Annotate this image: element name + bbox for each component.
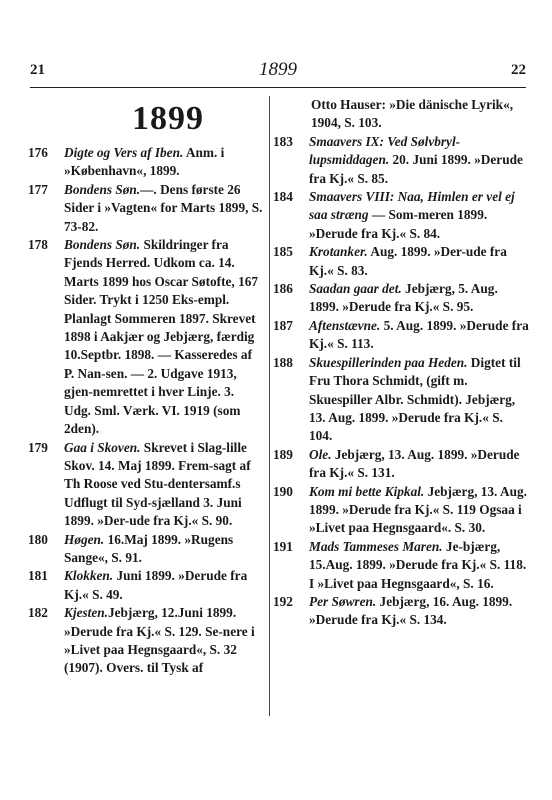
- entry-text: [309, 483, 529, 538]
- bibliography-entry: [28, 439, 264, 531]
- entry-description: Jebjærg, 5. Aug. 1899. »Derude fra Kj.« S. 95.: [309, 281, 498, 315]
- entry-title: Aftenstævne.: [309, 317, 381, 333]
- entry-description: Jebjærg, 16. Aug. 1899. »Derude fra Kj.« S. 134.: [309, 593, 513, 628]
- entry-description: Anm. i »København«, 1899.: [64, 145, 225, 179]
- bibliography-entry: [273, 593, 529, 630]
- bibliography-entry: [273, 446, 529, 483]
- entry-description: Je-bjærg, 15.Aug. 1899. »Derude fra Kj.« S. 118. I »Livet paa Hegnsgaard«, S. 16.: [309, 538, 527, 591]
- entry-number: 190: [273, 483, 293, 499]
- entry-title: Smaavers IX: Ved Sølvbryl-lupsmiddagen.: [309, 133, 461, 168]
- bibliography-entry: [28, 604, 264, 678]
- entry-title: Kjesten.: [64, 605, 108, 621]
- bibliography-entry: [273, 133, 529, 188]
- entry-text: [309, 354, 529, 446]
- entry-description: Jebjærg, 13. Aug. 1899. »Derude fra Kj.« S. 119 Ogsaa i »Livet paa Hegnsgaard«. S. 30.: [309, 483, 527, 536]
- entry-text: [64, 567, 264, 604]
- entry-description: 20. Juni 1899. »Derude fra Kj.« S. 85.: [309, 152, 523, 186]
- right-entry-list: [273, 133, 529, 630]
- column-divider: [269, 96, 270, 716]
- entry-title: Klokken.: [64, 568, 114, 584]
- entry-title: Per Søwren.: [309, 593, 377, 609]
- entry-title: Bondens Søn.: [64, 237, 141, 253]
- entry-description: Skildringer fra Fjends Herred. Udkom ca. 14. Marts 1899 hos Oscar Søtofte, 167 Sider. Trykt i 1250 Eks-empl. Planlagt Sommeren 1897. Skrevet 1898 i Aakjær og Jebjærg, færdig 10.Septbr. 1898. — Kasseredes af P. Nan-sen. — 2. Udgave 1913, gjen-nemrettet i hver Linje. 3. Udg. Sml. Værk. VI. 1919 (som 2den).: [64, 237, 259, 437]
- entry-number: 176: [28, 145, 48, 160]
- bibliography-entry: [28, 567, 264, 604]
- entry-text: [309, 538, 529, 593]
- entry-title: Krotanker.: [309, 244, 368, 260]
- year-heading: 1899: [132, 100, 204, 137]
- entry-title: Saadan gaar det.: [309, 281, 402, 297]
- entry-title: Skuespillerinden paa Heden.: [309, 354, 468, 370]
- entry-description: Juni 1899. »Derude fra Kj.« S. 49.: [64, 568, 248, 602]
- entry-number: 186: [273, 281, 293, 297]
- entry-description: 16.Maj 1899. »Rugens Sange«, S. 91.: [64, 531, 234, 565]
- left-page-number: 21: [30, 62, 45, 78]
- entry-text: [309, 593, 529, 630]
- bibliography-entry: [28, 144, 264, 181]
- entry-text: [64, 181, 264, 236]
- entry-number: 184: [273, 189, 293, 205]
- entry-description: Skrevet i Slag-lille Skov. 14. Maj 1899. Frem-sagt af Th Roose ved Stu-dentersamf.s Udflugt til Syd-sjælland 3. Juni 1899. »Der-ude fra Kj.« S. 90.: [64, 439, 251, 529]
- entry-number: 181: [28, 568, 48, 584]
- entry-description: —. Dens første 26 Sider i »Vagten« for Marts 1899, S. 73-82.: [64, 181, 263, 234]
- entry-text: [64, 439, 264, 531]
- left-entry-list: [28, 144, 264, 678]
- entry-number: 183: [273, 133, 293, 149]
- entry-number: 180: [28, 531, 48, 547]
- right-column: [273, 96, 529, 630]
- left-column: [28, 96, 264, 678]
- entry-text: [64, 531, 264, 568]
- bibliography-entry: [273, 483, 529, 538]
- entry-number: 192: [273, 593, 293, 609]
- entry-description: Digtet til Fru Thora Schmidt, (gift m. Skuespiller Albr. Schmidt). Jebjærg, 13. Aug. 1899. »Derude fra Kj.« S. 104.: [309, 354, 521, 444]
- bibliography-entry: [28, 236, 264, 438]
- entry-title: Smaavers VIII: Naa, Himlen er vel ej saa stræng: [309, 189, 515, 223]
- entry-number: 189: [273, 446, 293, 462]
- entry-title: Gaa i Skoven.: [64, 439, 141, 455]
- entry-number: 191: [273, 538, 293, 554]
- entry-title: Digte og Vers af Iben.: [64, 145, 184, 160]
- entry-number: 187: [273, 317, 293, 333]
- running-title: 1899: [259, 59, 297, 80]
- entry-number: 177: [28, 181, 48, 197]
- entry-title: Ole.: [309, 446, 332, 462]
- bibliography-entry: [273, 317, 529, 354]
- entry-description: Jebjærg, 13. Aug. 1899. »Derude fra Kj.« S. 131.: [309, 446, 520, 481]
- entry-number: 182: [28, 605, 48, 621]
- bibliography-entry: [273, 354, 529, 446]
- entry-text: [309, 446, 529, 483]
- bibliography-entry: [273, 188, 529, 243]
- entry-number: 185: [273, 244, 293, 260]
- continuation-text: Otto Hauser: »Die dänische Lyrik«, 1904, S. 103.: [311, 97, 514, 131]
- entry-text: [309, 243, 529, 280]
- header-rule: [30, 87, 526, 88]
- bibliography-entry: [273, 280, 529, 317]
- entry-description: — Som-meren 1899. »Derude fra Kj.« S. 84.: [309, 207, 488, 241]
- entry-text: [309, 317, 529, 354]
- entry-description: Jebjærg, 12.Juni 1899. »Derude fra Kj.« S. 129. Se-nere i »Livet paa Hegnsgaard«, S. 32 (1907). Overs. til Tysk af: [64, 605, 255, 676]
- entry-title: Bondens Søn.: [64, 181, 141, 197]
- entry-text: [64, 236, 264, 438]
- entry-title: Kom mi bette Kipkal.: [309, 483, 425, 499]
- entry-text: [309, 188, 529, 243]
- entry-text: [309, 133, 529, 188]
- page-header: [30, 59, 526, 84]
- entry-description: 5. Aug. 1899. »Derude fra Kj.« S. 113.: [309, 317, 529, 352]
- entry-number: 178: [28, 237, 48, 253]
- right-page-number: 22: [511, 62, 526, 78]
- entry-number: 179: [28, 439, 48, 455]
- entry-description: Aug. 1899. »Der-ude fra Kj.« S. 83.: [309, 244, 507, 278]
- bibliography-entry: [273, 538, 529, 593]
- entry-text: [64, 144, 264, 181]
- entry-text: [64, 604, 264, 678]
- entry-text: [309, 280, 529, 317]
- entry-number: 188: [273, 354, 293, 370]
- bibliography-entry: [273, 243, 529, 280]
- bibliography-entry: [28, 531, 264, 568]
- entry-title: Mads Tammeses Maren.: [309, 538, 443, 554]
- entry-title: Høgen.: [64, 531, 105, 547]
- bibliography-entry: [28, 181, 264, 236]
